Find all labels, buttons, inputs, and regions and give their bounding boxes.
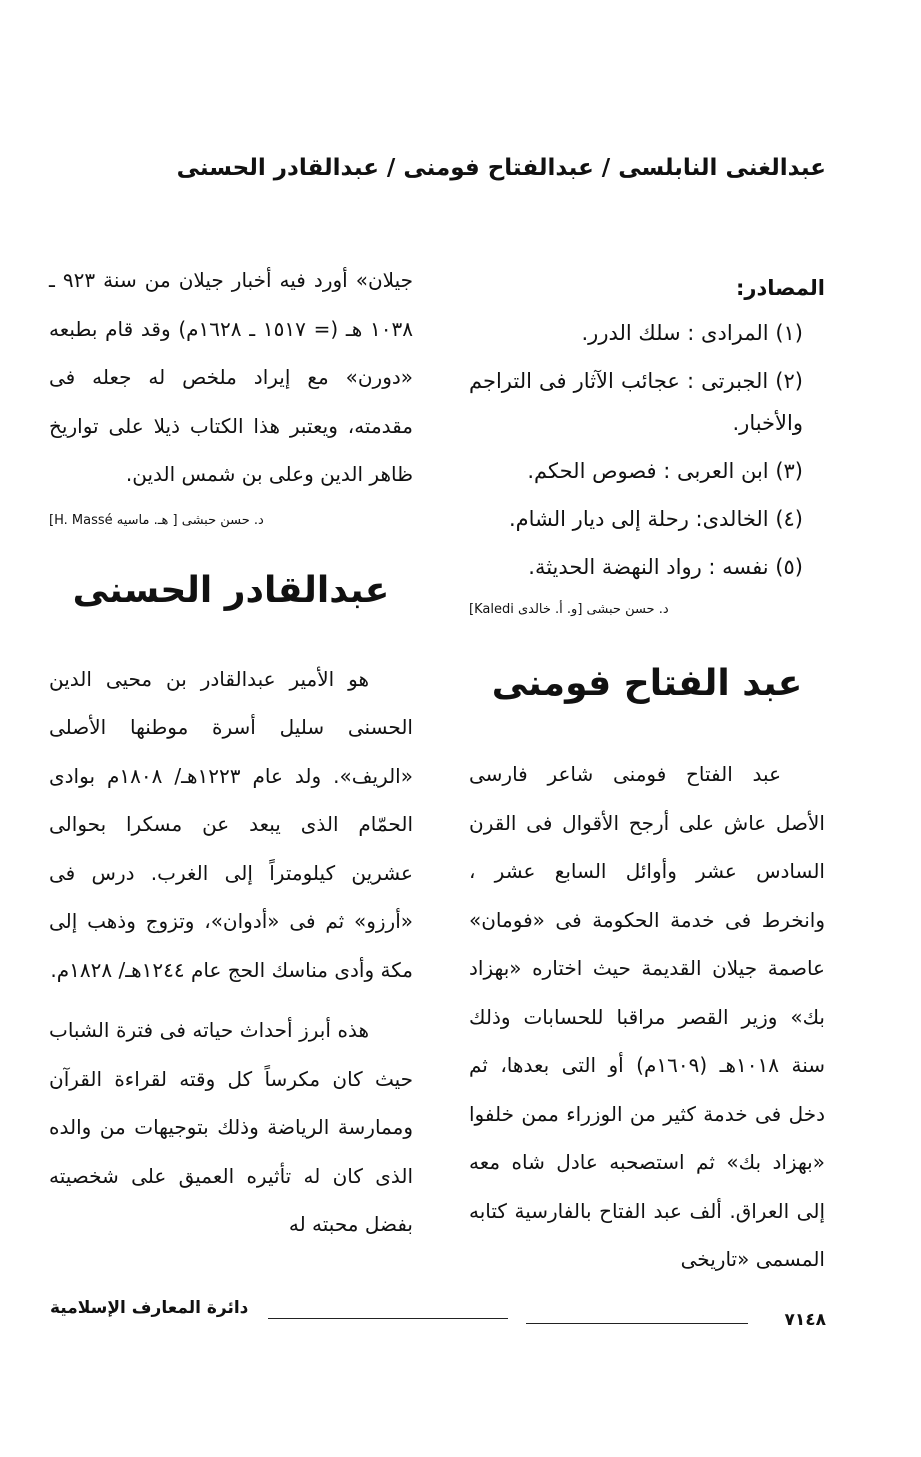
sources-heading: المصادر:: [735, 276, 825, 300]
left-column: [49, 256, 413, 1249]
footer-rule: [268, 1318, 508, 1319]
page-number: ٧١٤٨: [784, 1310, 826, 1330]
source-item: (٥) نفسه : رواد النهضة الحديثة.: [528, 555, 803, 579]
source-item: (٤) الخالدى: رحلة إلى ديار الشام.: [508, 507, 803, 531]
publication-title: دائرة المعارف الإسلامية: [50, 1298, 249, 1318]
running-header: عبدالغنى النابلسى / عبدالفتاح فومنى / عبدالقادر الحسنى: [176, 155, 826, 181]
page-footer: [50, 1296, 826, 1336]
article-title-hasani: عبدالقادر الحسنى: [72, 569, 390, 611]
source-item: (١) المرادى : سلك الدرر.: [581, 321, 803, 345]
source-item: (٢) الجبرتى : عجائب الآثار فى التراجم والأخبار.: [469, 369, 803, 435]
sources-list: [469, 312, 825, 588]
continuation-signature: د. حسن حبشى [ هـ. ماسيه H. Massé]: [49, 512, 264, 528]
article-paragraph: هو الأمير عبدالقادر بن محيى الدين الحسنى سليل أسرة موطنها الأصلى «الريف». ولد عام ١٢٢٣هـ/ ١٨٠٨م بوادى الحمّام الذى يبعد عن مسكرا بحوالى عشرين كيلومتراً إلى الغرب. درس فى «أرزو» ثم فى «أدوان»، وتزوج وذهب إلى مكة وأدى مناسك الحج عام ١٢٤٤هـ/ ١٨٢٨م.: [49, 666, 413, 982]
right-column: [469, 268, 825, 1284]
footer-rule: [526, 1323, 748, 1324]
article-body-fomani: عبد الفتاح فومنى شاعر فارسى الأصل عاش على أرجح الأقوال فى القرن السادس عشر وأوائل السابع عشر ، وانخرط فى خدمة الحكومة فى «فومان» عاصمة جيلان القديمة حيث اختاره «بهزاد بك» وزير القصر مراقبا للحسابات وذلك سنة ١٠١٨هـ (١٦٠٩م) أو التى بعدها، ثم دخل فى خدمة كثير من الوزراء ممن خلفوا «بهزاد بك» ثم استصحبه عادل شاه معه إلى العراق. ألف عبد الفتاح بالفارسية كتابه المسمى «تاريخى: [469, 762, 826, 1271]
article-continuation: جيلان» أورد فيه أخبار جيلان من سنة ٩٢٣ ـ ١٠٣٨ هـ (= ١٥١٧ ـ ١٦٢٨م) وقد قام بطبعه «دورن» مع إيراد ملخص له جعله فى مقدمته، ويعتبر هذا الكتاب ذيلا على تواريخ ظاهر الدين وعلى بن شمس الدين.: [49, 268, 413, 486]
article-title-fomani: عبد الفتاح فومنى: [491, 663, 803, 704]
source-item: (٣) ابن العربى : فصوص الحكم.: [527, 459, 803, 483]
sources-signature: د. حسن حبشى [و. أ. خالدى Kaledi]: [469, 602, 669, 617]
article-paragraph: هذه أبرز أحداث حياته فى فترة الشباب حيث كان مكرساً كل وقته لقراءة القرآن وممارسة الرياضة وذلك بتوجيهات من والده الذى كان له تأثيره العميق على شخصيته بفضل محبته له: [49, 1018, 413, 1236]
